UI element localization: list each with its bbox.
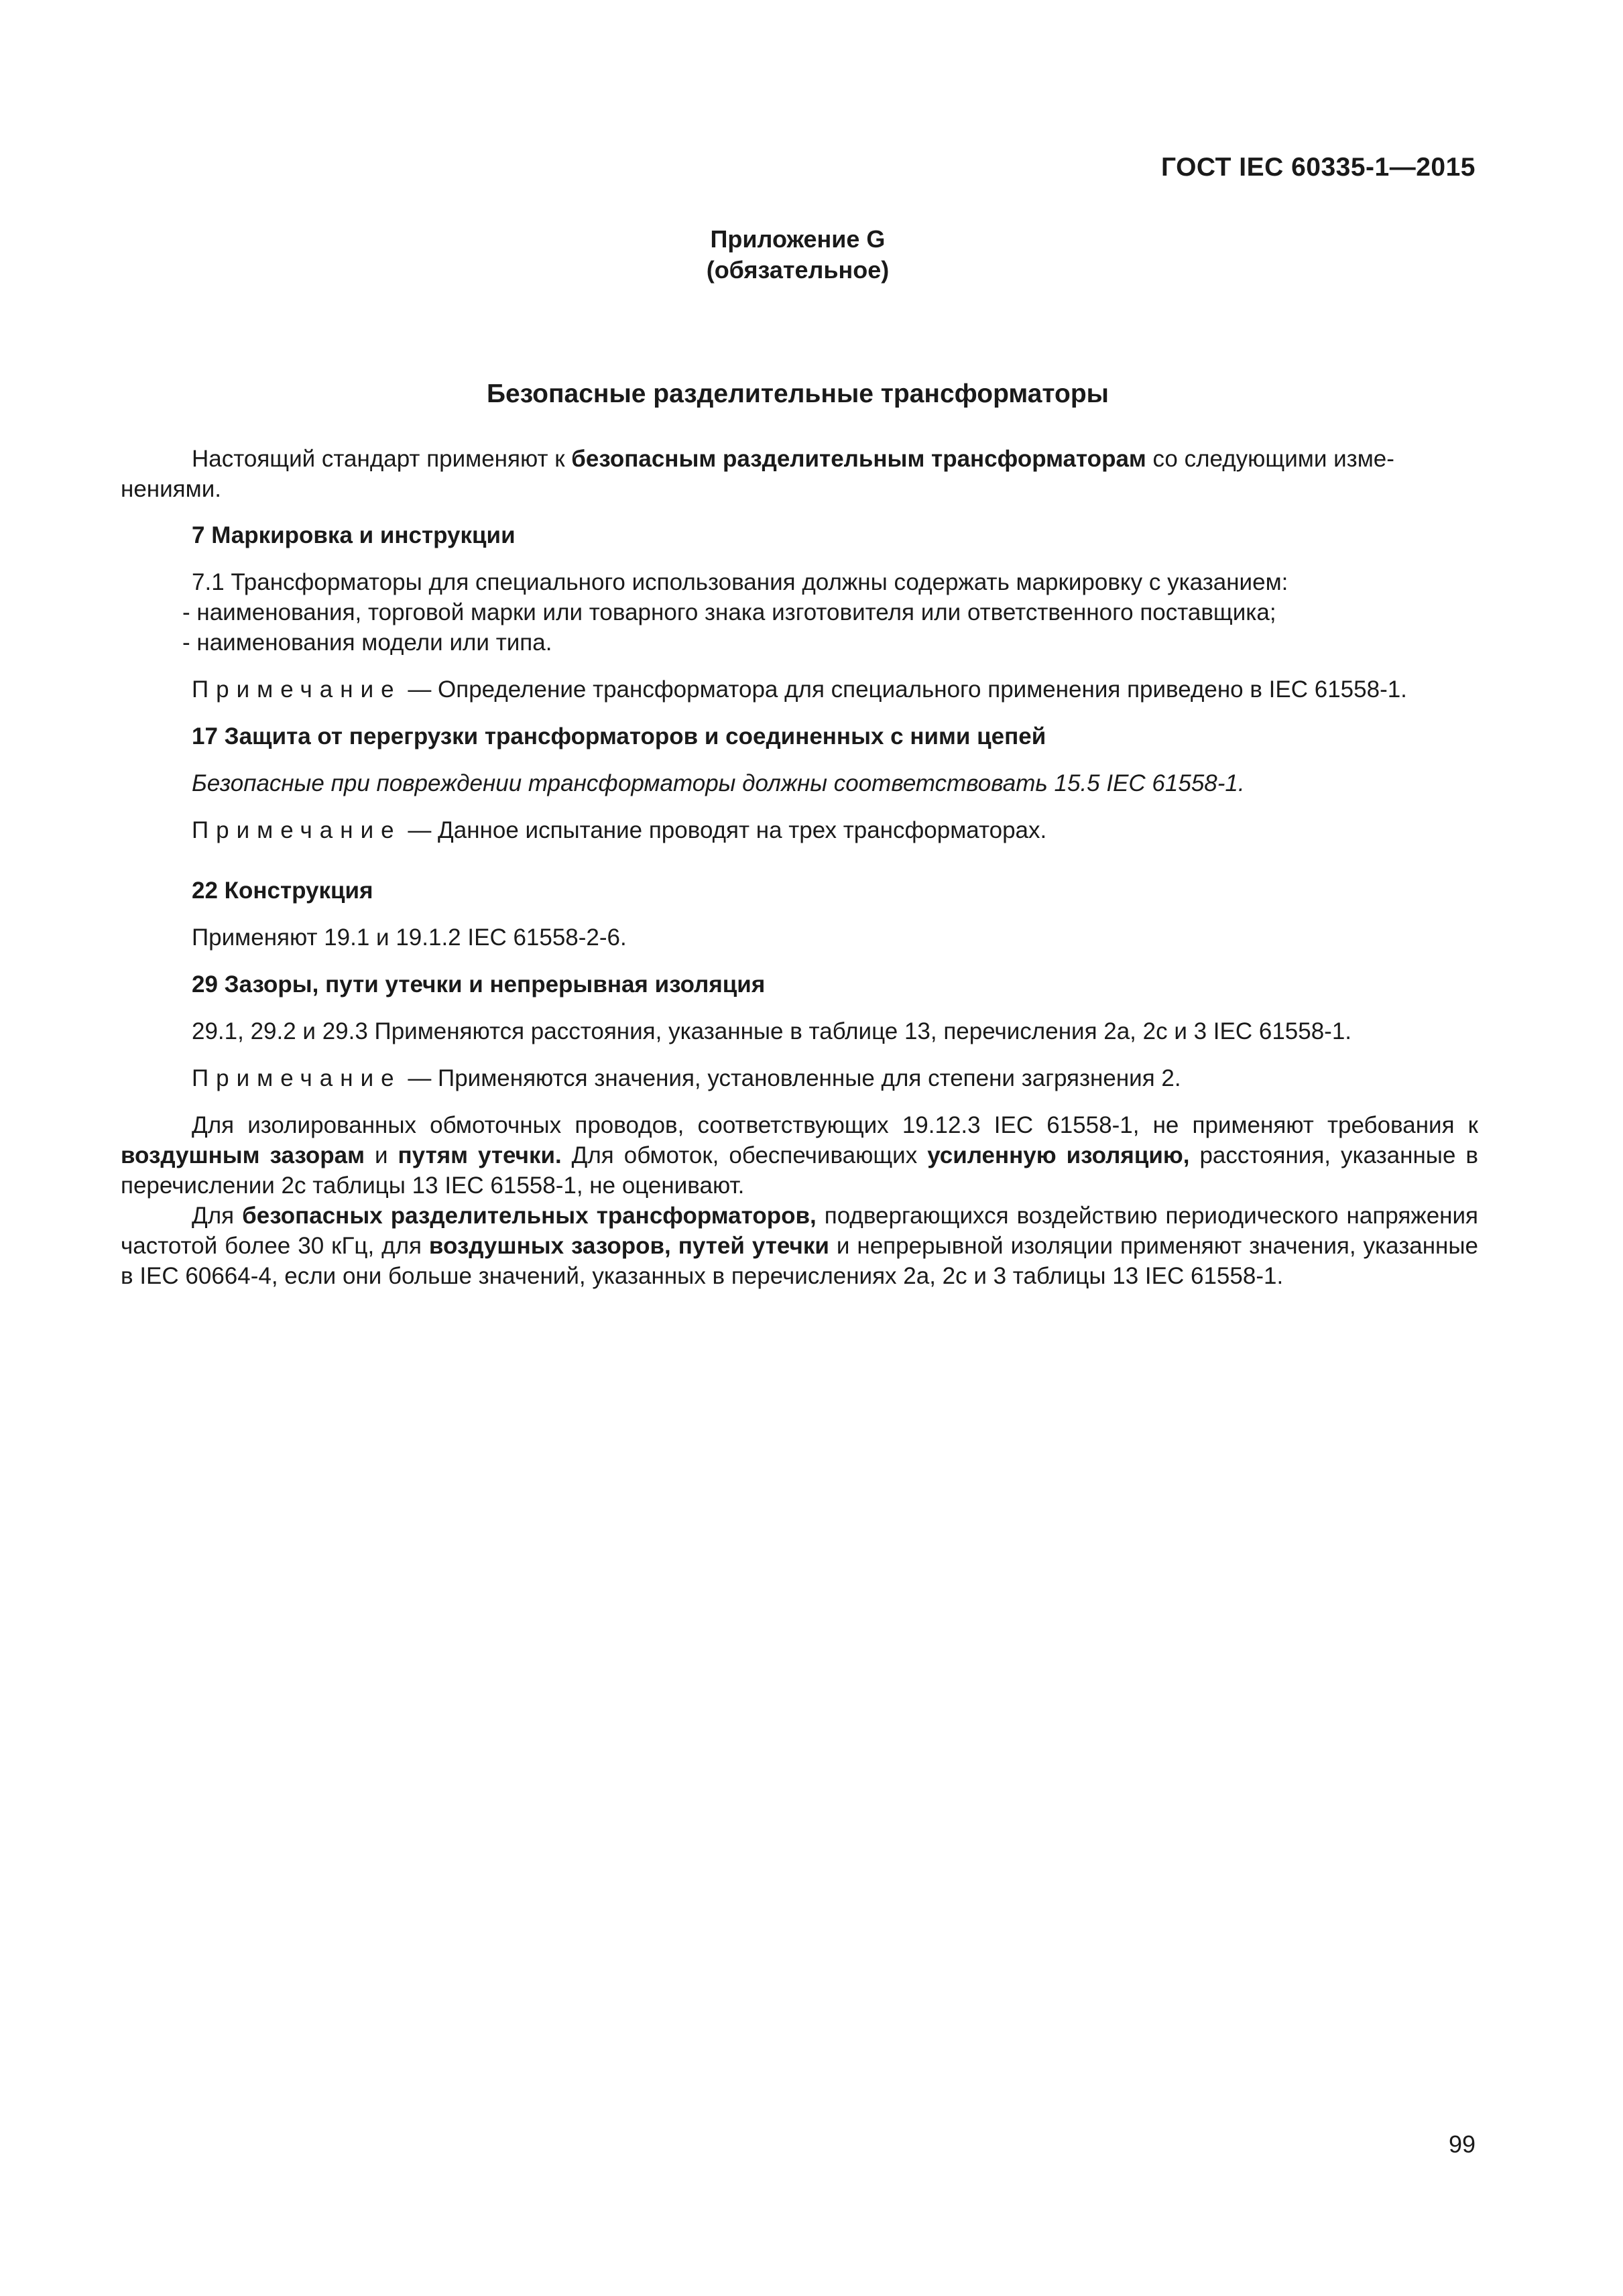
para-text: Для bbox=[192, 1203, 243, 1229]
bold-term: усиленную изоляцию, bbox=[927, 1142, 1190, 1168]
document-code: ГОСТ IEC 60335-1—2015 bbox=[1160, 153, 1476, 182]
para-text: подвергающихся воздействию периодического напряжения частотой более 30 кГц, для bbox=[121, 1203, 1479, 1259]
note-text: — Данное испытание проводят на трех трансформаторах. bbox=[401, 817, 1047, 843]
bold-term: воздушных зазоров, путей утечки bbox=[428, 1233, 829, 1259]
intro-line-2: нениями. bbox=[121, 476, 221, 502]
bold-term: воздушным зазорам bbox=[121, 1142, 365, 1168]
intro-text-2: со следующими изме- bbox=[1146, 446, 1394, 472]
note-text: — Применяются значения, установленные для степени загрязнения 2. bbox=[401, 1065, 1181, 1091]
annex-kind: (обязательное) bbox=[706, 256, 890, 284]
bold-term: путям утечки. bbox=[398, 1142, 562, 1168]
section-29-text: 29.1, 29.2 и 29.3 Применяются расстояния, указанные в таблице 13, перечисления 2а, 2с и 3 IEC 61558-1. bbox=[192, 1018, 1352, 1044]
section-22-heading: 22 Конструкция bbox=[192, 878, 373, 904]
section-7-item: 7.1 Трансформаторы для специального использования должны содержать маркировку с указанием: bbox=[192, 569, 1288, 595]
intro-line-1 bbox=[121, 444, 1549, 474]
section-7-note bbox=[121, 674, 1549, 705]
section-29-note bbox=[121, 1063, 1549, 1093]
note-text: — Определение трансформатора для специального применения приведено в IEC 61558-1. bbox=[401, 676, 1407, 703]
section-29-heading: 29 Зазоры, пути утечки и непрерывная изоляция bbox=[192, 971, 766, 998]
para-text: Для обмоток, обеспечивающих bbox=[561, 1142, 928, 1168]
intro-bold-term: безопасным разделительным трансформаторам bbox=[571, 446, 1146, 472]
main-title: Безопасные разделительные трансформаторы bbox=[487, 379, 1109, 408]
note-label: Примечание bbox=[192, 817, 402, 843]
section-7-dash-1: - наименования, торговой марки или товарного знака изготовителя или ответственного поставщика; bbox=[182, 599, 1276, 625]
section-29-paragraph-2 bbox=[121, 1201, 1478, 1291]
para-text: и непрерывной изоляции применяют значения, указанные в IEC 60664-4, если они больше значений, указанных в перечислениях 2а, 2с и 3 таблицы 13 IEC 61558-1. bbox=[121, 1233, 1478, 1289]
intro-text-1: Настоящий стандарт применяют к bbox=[192, 446, 572, 472]
para-text: Для изолированных обмоточных проводов, соответствующих 19.12.3 IEC 61558-1, не применяют требования к bbox=[192, 1112, 1478, 1138]
section-22-text: Применяют 19.1 и 19.1.2 IEC 61558-2-6. bbox=[192, 924, 627, 951]
section-7-heading: 7 Маркировка и инструкции bbox=[192, 522, 516, 548]
section-17-italic-text: Безопасные при повреждении трансформаторы должны соответствовать 15.5 IEC 61558-1. bbox=[192, 770, 1245, 796]
para-text: и bbox=[365, 1142, 398, 1168]
bold-term: безопасных разделительных трансформаторов, bbox=[242, 1203, 817, 1229]
section-7-dash-2: - наименования модели или типа. bbox=[182, 629, 552, 656]
section-17-note bbox=[121, 815, 1549, 845]
para-text: расстояния, указанные в перечислении 2с таблицы 13 IEC 61558-1, не оценивают. bbox=[121, 1142, 1478, 1199]
note-label: Примечание bbox=[192, 676, 402, 703]
annex-title: Приложение G bbox=[710, 225, 886, 253]
page-number: 99 bbox=[1448, 2130, 1476, 2158]
section-29-paragraph-1 bbox=[121, 1110, 1478, 1201]
section-17-heading: 17 Защита от перегрузки трансформаторов и соединенных с ними цепей bbox=[192, 723, 1046, 749]
note-label: Примечание bbox=[192, 1065, 402, 1091]
